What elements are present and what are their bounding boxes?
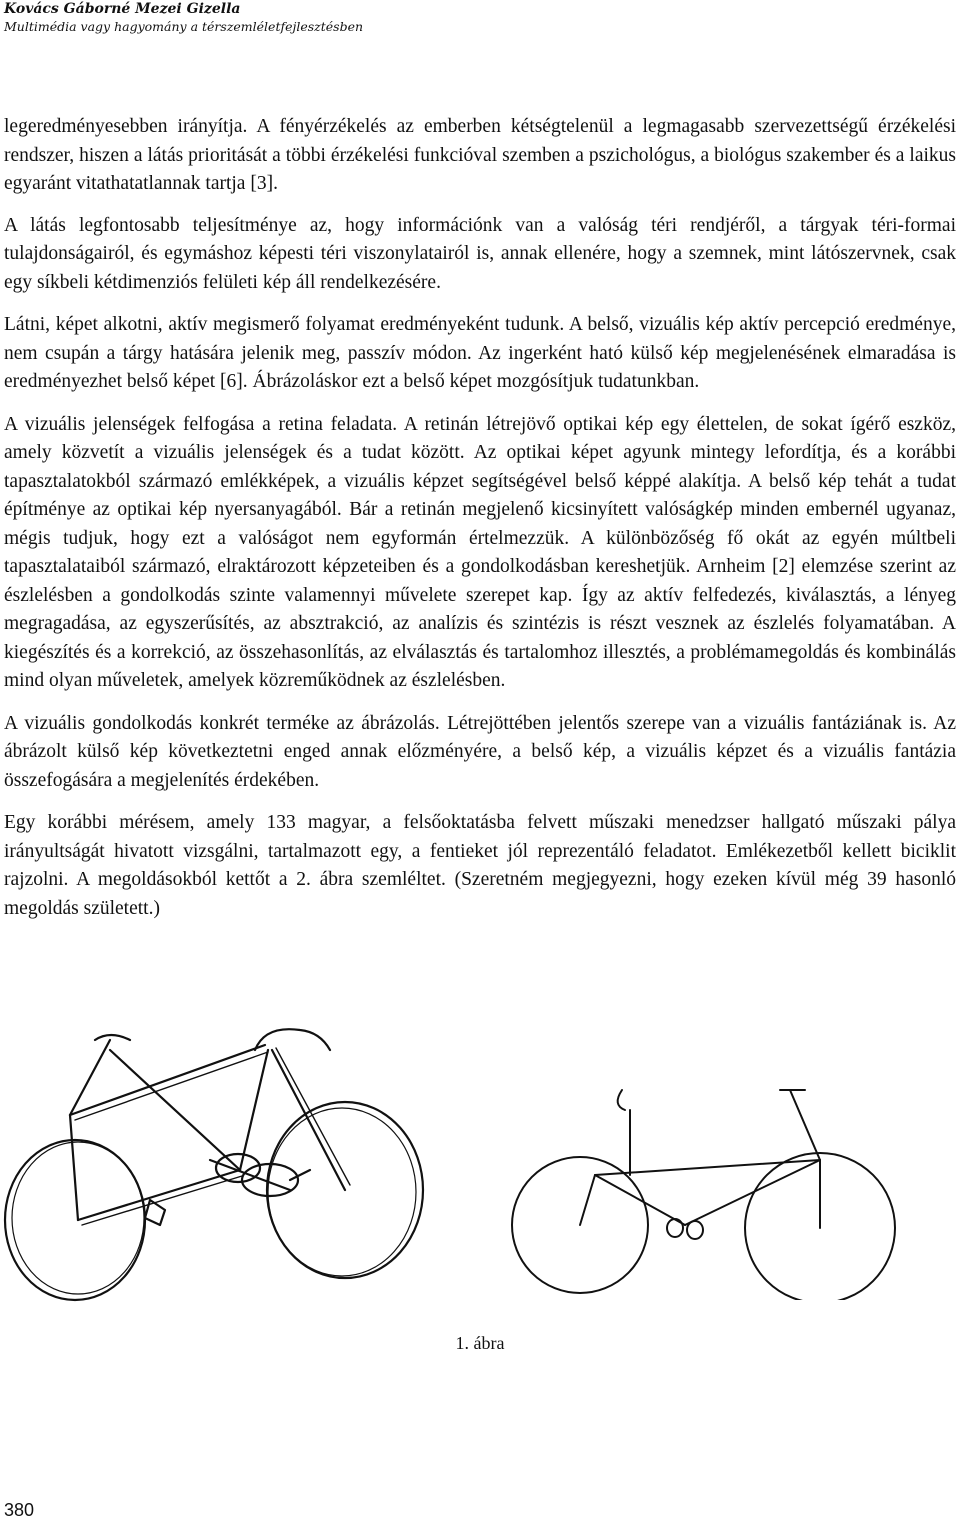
paragraph-3: Látni, képet alkotni, aktív megismerő folyamat eredményeként tudunk. A belső, vizuális kép aktív percepció eredménye, nem csupán a tárgy hatására jelenik meg, passzív módon. Az ingerként ható külső kép megjelenésének elmaradása is eredményezhet belső képet [6]. Ábrázoláskor ezt a belső képet mozgósítjuk tudatunkban. bbox=[4, 314, 956, 392]
page-number: 380 bbox=[4, 1500, 35, 1520]
header-author: Kovács Gáborné Mezei Gizella bbox=[4, 1, 241, 17]
paragraph-4: A vizuális jelenségek felfogása a retina feladata. A retinán létrejövő optikai kép egy élettelen, de sokat ígérő eszköz, amely közvetít a vizuális jelenségek és a tudat között. Az optikai képet agyunk mintegy lefordítja, és a korábbi tapasztalatokból származó emlékképek, a vizuális képzet segítségével belső képpé alakítja. A belső kép tehát a tudat építménye az optikai kép nyersanyagából. Bár a retinán megjelenő kicsinyített valóságkép minden embernél ugyanaz, mégis tudjuk, hogy ezt a valóságot nem egyformán értelmezzük. A különbözőség fő okát az egyén múltbeli tapasztalataiból származó, elraktározott képzeteiben és a gondolkodásban kereshetjük. Arnheim [2] elemzése szerint az észlelésben a gondolkodás szinte valamennyi művelete szerepet kap. Így az aktív felfedezés, kiválasztás, a lényeg megragadása, az egyszerűsítés, az absztrakció, az analízis és szintézis is részt vesznek az észlelés folyamatában. A kiegészítés és a korrekció, az összehasonlítás, az elválasztás és tartalomhoz illesztés, a problémamegoldás és kombinálás mind olyan műveletek, amelyek közreműködnek az észlelésben. bbox=[4, 413, 956, 691]
header-subtitle: Multimédia vagy hagyomány a térszemléletfejlesztésben bbox=[4, 19, 364, 34]
paragraph-1: legeredményesebben irányítja. A fényérzékelés az emberben kétségtelenül a legmagasabb szervezettségű érzékelési rendszer, hiszen a látás prioritását a többi érzékelési funkcióval szemben a pszichológus, a biológus szakember és a laikus egyaránt vitathatatlannak tartja [3]. bbox=[4, 116, 956, 194]
paragraph-2: A látás legfontosabb teljesítménye az, hogy információnk van a valóság téri rendjéről, a tárgyak téri-formai tulajdonságairól, és egymáshoz képesti téri viszonylatairól is, annak ellenére, hogy a szemnek, mint látószervnek, csak egy síkbeli kétdimenziós felületi kép áll rendelkezésére. bbox=[4, 214, 956, 293]
body-text bbox=[4, 113, 956, 937]
paragraph-6: Egy korábbi mérésem, amely 133 magyar, a felsőoktatásba felvett műszaki menedzser hallgató műszaki pálya irányultságát hivatott vizsgálni, tartalmazott egy, a fentieket jól reprezentáló feladatot. Emlékezetből kellett biciklit rajzolni. A megoldásokból kettőt a 2. ábra szemléltet. (Szeretném megjegyezni, hogy ezeken kívül még 39 hasonló megoldás született.) bbox=[4, 812, 956, 919]
running-header bbox=[4, 0, 363, 35]
bicycle-sketch-left bbox=[0, 1020, 438, 1310]
paragraph-5: A vizuális gondolkodás konkrét terméke az ábrázolás. Létrejöttében jelentős szerepe van a vizuális fantáziának is. Az ábrázolt külső kép következtetni enged annak előzményére, a belső kép, a vizuális képzet és a vizuális fantázia összefogására a megjelenítés érdekében. bbox=[4, 712, 956, 791]
figure-caption: 1. ábra bbox=[455, 1333, 505, 1353]
bicycle-sketch-right bbox=[500, 1050, 960, 1300]
